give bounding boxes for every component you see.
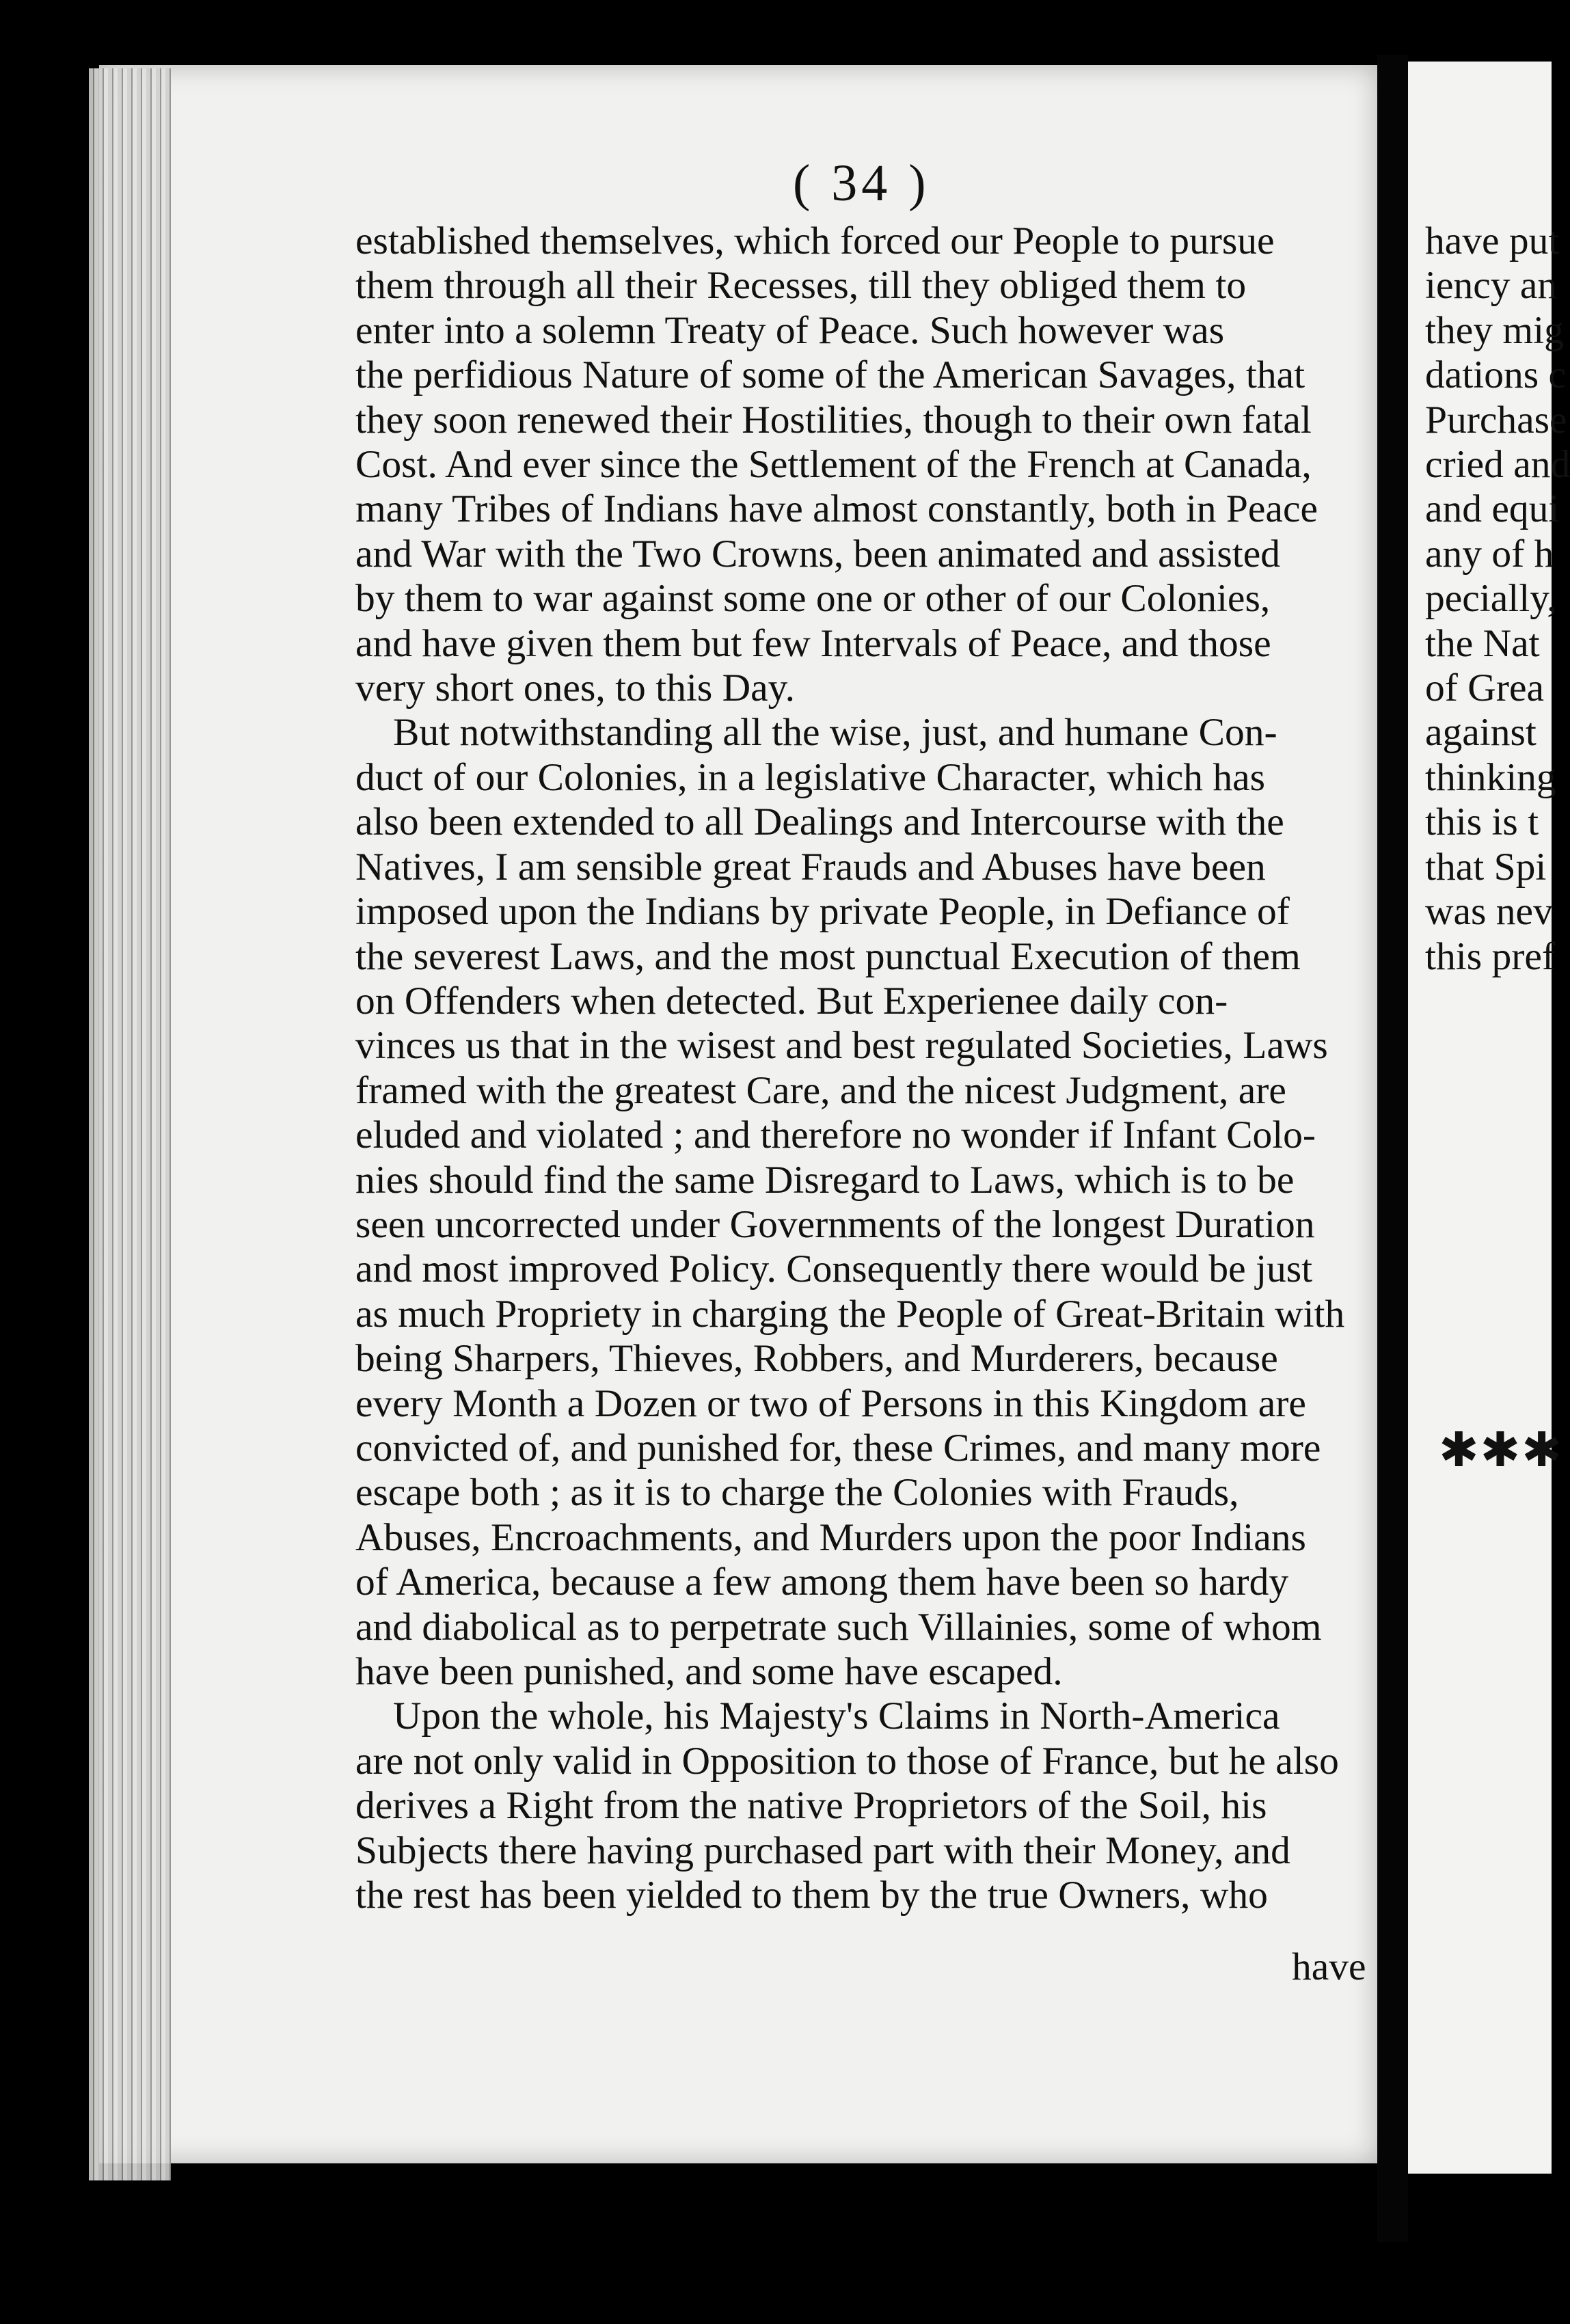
text-line: the perfidious Nature of some of the American Savages, that [355,353,1305,397]
facing-text-line: and equi [1425,487,1560,531]
text-line: also been extended to all Dealings and Intercourse with the [355,800,1284,844]
page-edges [89,68,171,2180]
text-line: and diabolical as to perpetrate such Villainies, some of whom [355,1605,1322,1649]
text-line: very short ones, to this Day. [355,666,796,710]
text-line: them through all their Recesses, till they obliged them to [355,264,1247,308]
main-text-block [355,219,1374,1917]
facing-text-line: of Grea [1425,666,1544,710]
text-line: vinces us that in the wisest and best regulated Societies, Laws [355,1024,1328,1068]
text-line: enter into a solemn Treaty of Peace. Such however was [355,308,1225,352]
text-line: convicted of, and punished for, these Crimes, and many more [355,1426,1321,1470]
facing-text-line: dations c [1425,353,1566,397]
facing-page-text [1425,219,1570,979]
text-line: seen uncorrected under Governments of the longest Duration [355,1202,1315,1246]
text-line: and most improved Policy. Consequently there would be just [355,1247,1313,1291]
paragraph-start-line: Upon the whole, his Majesty's Claims in North-America [393,1694,1280,1738]
text-line: on Offenders when detected. But Experienee daily con- [355,979,1228,1023]
text-line: and have given them but few Intervals of Peace, and those [355,621,1271,665]
facing-text-line: have put [1425,219,1560,262]
facing-text-line: that Spi [1425,845,1547,889]
facing-text-line: thinking [1425,755,1556,799]
text-line: have been punished, and some have escaped. [355,1650,1063,1693]
page-number: ( 34 ) [793,154,930,212]
text-line: by them to war against some one or other of our Colonies, [355,577,1271,621]
text-line: being Sharpers, Thieves, Robbers, and Murderers, because [355,1337,1278,1381]
text-line: framed with the greatest Care, and the nicest Judgment, are [355,1068,1286,1112]
text-line: nies should find the same Disregard to Laws, which is to be [355,1158,1295,1202]
facing-text-line: against [1425,711,1537,755]
facing-text-line: they mig [1425,308,1564,352]
text-line: many Tribes of Indians have almost constantly, both in Peace [355,487,1318,531]
text-line: Subjects there having purchased part with their Money, and [355,1828,1290,1872]
text-line: of America, because a few among them have been so hardy [355,1560,1289,1604]
facing-text-line: any of h [1425,532,1554,576]
text-line: Natives, I am sensible great Frauds and Abuses have been [355,845,1266,889]
text-line: Abuses, Encroachments, and Murders upon the poor Indians [355,1515,1306,1559]
paragraph-start-line: But notwithstanding all the wise, just, and humane Con- [393,711,1277,755]
text-line: escape both ; as it is to charge the Colonies with Frauds, [355,1471,1239,1515]
text-line: duct of our Colonies, in a legislative Character, which has [355,755,1266,799]
ornament-divider: ✱✱✱ [1439,1424,1563,1477]
catchword: have [1292,1945,1366,1988]
facing-text-line: this pref [1425,934,1556,978]
text-line: the severest Laws, and the most punctual Execution of them [355,934,1301,978]
book-gutter [1377,55,1408,2242]
text-line: imposed upon the Indians by private People, in Defiance of [355,890,1290,934]
facing-text-line: iency an [1425,264,1558,308]
facing-text-line: this is t [1425,800,1539,844]
text-line: Cost. And ever since the Settlement of the French at Canada, [355,443,1312,487]
text-line: as much Propriety in charging the People of Great-Britain with [355,1292,1345,1336]
text-line: the rest has been yielded to them by the true Owners, who [355,1874,1268,1917]
facing-text-line: pecially, [1425,577,1557,621]
facing-text-line: the Nat [1425,621,1540,665]
text-line: derives a Right from the native Proprietors of the Soil, his [355,1784,1267,1828]
facing-text-line: cried and [1425,443,1570,487]
text-line: and War with the Two Crowns, been animated and assisted [355,532,1280,576]
text-line: established themselves, which forced our People to pursue [355,219,1275,262]
text-line: every Month a Dozen or two of Persons in this Kingdom are [355,1381,1306,1425]
text-line: are not only valid in Opposition to those of France, but he also [355,1739,1339,1783]
text-line: eluded and violated ; and therefore no wonder if Infant Colo- [355,1113,1316,1157]
facing-text-line: Purchase [1425,398,1567,442]
text-line: they soon renewed their Hostilities, though to their own fatal [355,398,1312,442]
facing-text-line: was nev [1425,890,1553,934]
